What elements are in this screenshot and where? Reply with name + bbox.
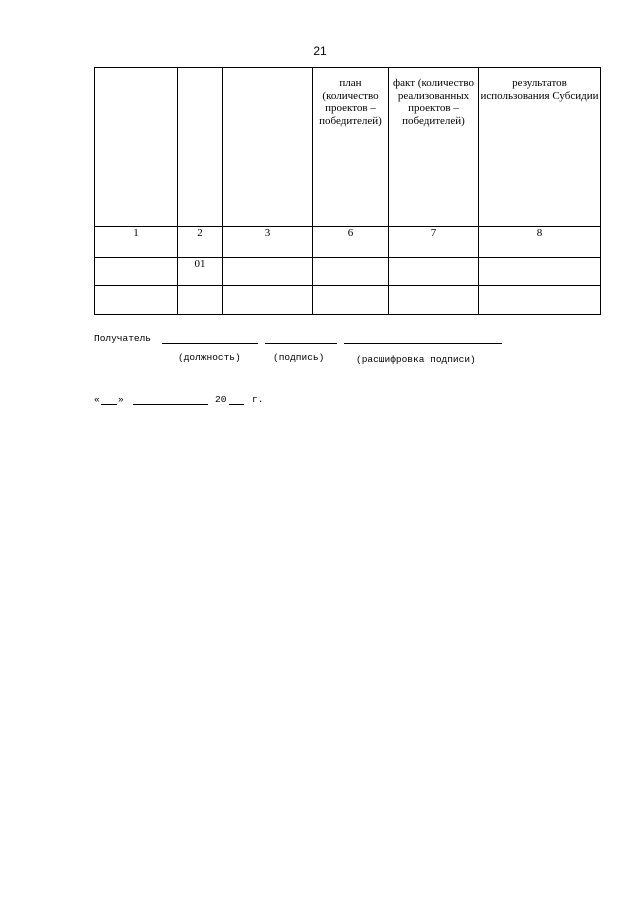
table-row	[95, 258, 601, 286]
date-year-suffix: г.	[252, 394, 264, 405]
table-cell	[178, 286, 223, 315]
table-row	[95, 286, 601, 315]
table-cell	[223, 286, 313, 315]
month-line	[133, 404, 208, 405]
column-number: 3	[223, 227, 313, 258]
day-line	[101, 404, 117, 405]
header-cell	[223, 68, 313, 227]
table-cell	[95, 258, 178, 286]
decoding-line	[344, 343, 502, 344]
header-cell-results: результатов использования Субсидии	[479, 68, 601, 227]
results-table	[94, 67, 601, 315]
signature-line	[265, 343, 337, 344]
recipient-label: Получатель	[94, 333, 152, 344]
column-number: 2	[178, 227, 223, 258]
header-cell-fact: факт (количество реализованных проектов – победителей)	[389, 68, 479, 227]
header-cell	[95, 68, 178, 227]
decoding-caption: (расшифровка подписи)	[356, 354, 476, 365]
year-line	[229, 404, 244, 405]
column-number: 6	[313, 227, 389, 258]
table-cell	[479, 258, 601, 286]
page-number: 21	[313, 44, 327, 58]
column-number: 7	[389, 227, 479, 258]
header-cell-plan: план (количество проектов – победителей)	[313, 68, 389, 227]
signature-caption: (подпись)	[273, 352, 325, 363]
table-cell	[95, 286, 178, 315]
table-header-row	[95, 68, 601, 227]
table-cell	[389, 286, 479, 315]
table-cell	[313, 258, 389, 286]
table-cell: 01	[178, 258, 223, 286]
position-line	[162, 343, 258, 344]
table-cell	[313, 286, 389, 315]
position-caption: (должность)	[178, 352, 241, 363]
column-number: 1	[95, 227, 178, 258]
date-open-quote: «	[94, 394, 100, 405]
date-close-quote: »	[118, 394, 124, 405]
date-year-prefix: 20	[215, 394, 227, 405]
header-cell	[178, 68, 223, 227]
table-cell	[479, 286, 601, 315]
column-number: 8	[479, 227, 601, 258]
table-cell	[223, 258, 313, 286]
column-numbers-row	[95, 227, 601, 258]
table-cell	[389, 258, 479, 286]
